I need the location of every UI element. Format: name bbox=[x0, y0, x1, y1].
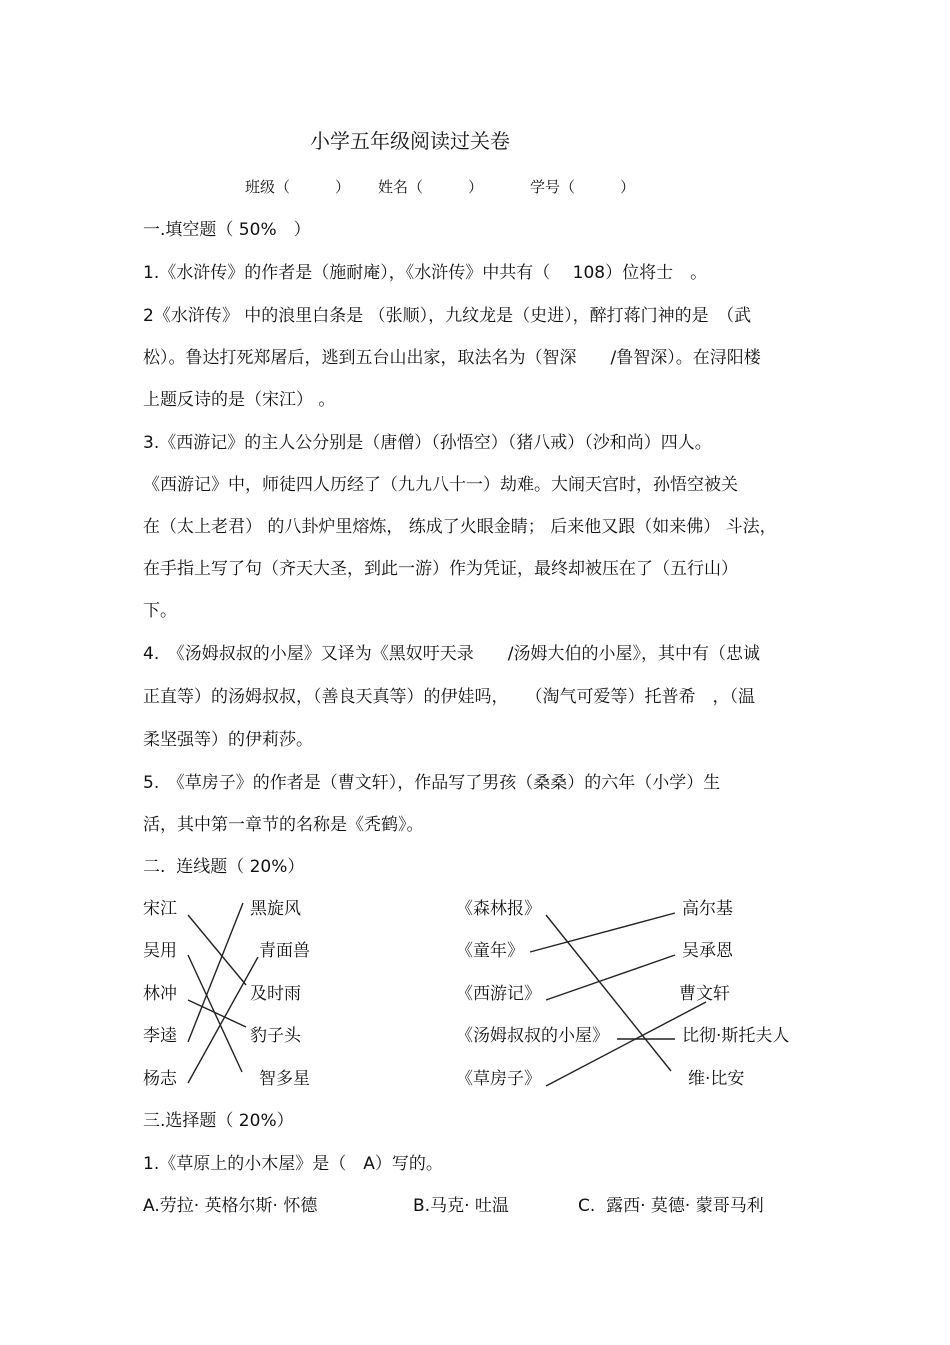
question-4-line-1: 4. 《汤姆叔叔的小屋》又译为《黑奴吁天录 /汤姆大伯的小屋》，其中有（忠诚 bbox=[143, 644, 760, 664]
question-3-line-2: 《西游记》中，师徒四人历经了（九九八十一）劫难。大闹天宫时，孙悟空被关 bbox=[143, 475, 738, 495]
author-item: 吴承恩 bbox=[682, 941, 733, 961]
question-5-line-2: 活，其中第一章节的名称是《秃鹤》。 bbox=[143, 815, 424, 835]
name-item: 宋江 bbox=[143, 899, 177, 919]
question-2-line-2: 松）。鲁达打死郑屠后，逃到五台山出家，取法名为（智深 /鲁智深）。在浔阳楼 bbox=[143, 348, 761, 368]
question-2-line-1: 2《水浒传》 中的浪里白条是 （张顺），九纹龙是（史进），醉打蒋门神的是 （武 bbox=[143, 306, 752, 326]
option-c: C. 露西· 莫德· 蒙哥马利 bbox=[578, 1196, 764, 1216]
match-line bbox=[188, 1000, 246, 1027]
name-item: 吴用 bbox=[143, 941, 177, 961]
question-4-line-2: 正直等）的汤姆叔叔，（善良天真等）的伊娃吗， （淘气可爱等）托普希 ，（温 bbox=[143, 687, 755, 707]
student-id-field-label: 学号（ ） bbox=[530, 178, 636, 196]
class-field-label: 班级（ ） bbox=[245, 178, 351, 196]
author-item: 比彻·斯托夫人 bbox=[682, 1026, 790, 1046]
question-3-line-3: 在（太上老君） 的八卦炉里熔炼， 练成了火眼金睛； 后来他又跟（如来佛） 斗法， bbox=[143, 517, 777, 537]
book-item: 《草房子》 bbox=[456, 1069, 541, 1089]
name-item: 杨志 bbox=[143, 1069, 177, 1089]
option-a: A.劳拉· 英格尔斯· 怀德 bbox=[143, 1196, 318, 1216]
match-line bbox=[530, 913, 675, 952]
author-item: 维·比安 bbox=[688, 1069, 745, 1089]
book-item: 《森林报》 bbox=[456, 899, 541, 919]
book-item: 《童年》 bbox=[456, 941, 524, 961]
match-line bbox=[188, 957, 258, 1083]
book-item: 《西游记》 bbox=[456, 984, 541, 1004]
book-item: 《汤姆叔叔的小屋》 bbox=[456, 1026, 609, 1046]
nickname-item: 青面兽 bbox=[259, 941, 310, 961]
name-field-label: 姓名（ ） bbox=[378, 178, 484, 196]
nickname-item: 及时雨 bbox=[250, 984, 301, 1004]
question-3-line-4: 在手指上写了句（齐天大圣，到此一游）作为凭证，最终却被压在了（五行山） bbox=[143, 559, 738, 579]
author-item: 曹文轩 bbox=[679, 984, 730, 1004]
name-item: 林冲 bbox=[143, 984, 177, 1004]
option-b: B.马克· 吐温 bbox=[413, 1196, 509, 1216]
section2-heading: 二. 连线题（ 20%） bbox=[143, 857, 305, 877]
question-3-line-1: 3.《西游记》的主人公分别是（唐僧）（孙悟空）（猪八戒）（沙和尚）四人。 bbox=[143, 433, 712, 453]
page-title: 小学五年级阅读过关卷 bbox=[310, 129, 510, 153]
choice-question-1: 1.《草原上的小木屋》是（ A）写的。 bbox=[143, 1154, 443, 1174]
match-line bbox=[546, 955, 675, 1000]
question-5-line-1: 5. 《草房子》的作者是（曹文轩），作品写了男孩（桑桑）的六年（小学）生 bbox=[143, 773, 721, 793]
section3-heading: 三.选择题（ 20%） bbox=[143, 1111, 294, 1131]
question-1: 1.《水浒传》的作者是（施耐庵），《水浒传》中共有（ 108）位将士 。 bbox=[143, 263, 708, 283]
author-item: 高尔基 bbox=[682, 899, 733, 919]
nickname-item: 豹子头 bbox=[250, 1026, 301, 1046]
nickname-item: 智多星 bbox=[259, 1069, 310, 1089]
section1-heading: 一.填空题（ 50% ） bbox=[143, 220, 311, 240]
question-3-line-5: 下。 bbox=[143, 601, 177, 621]
name-item: 李逵 bbox=[143, 1026, 177, 1046]
question-2-line-3: 上题反诗的是（宋江） 。 bbox=[143, 390, 336, 410]
question-4-line-3: 柔坚强等）的伊莉莎。 bbox=[143, 730, 313, 750]
nickname-item: 黑旋风 bbox=[250, 899, 301, 919]
